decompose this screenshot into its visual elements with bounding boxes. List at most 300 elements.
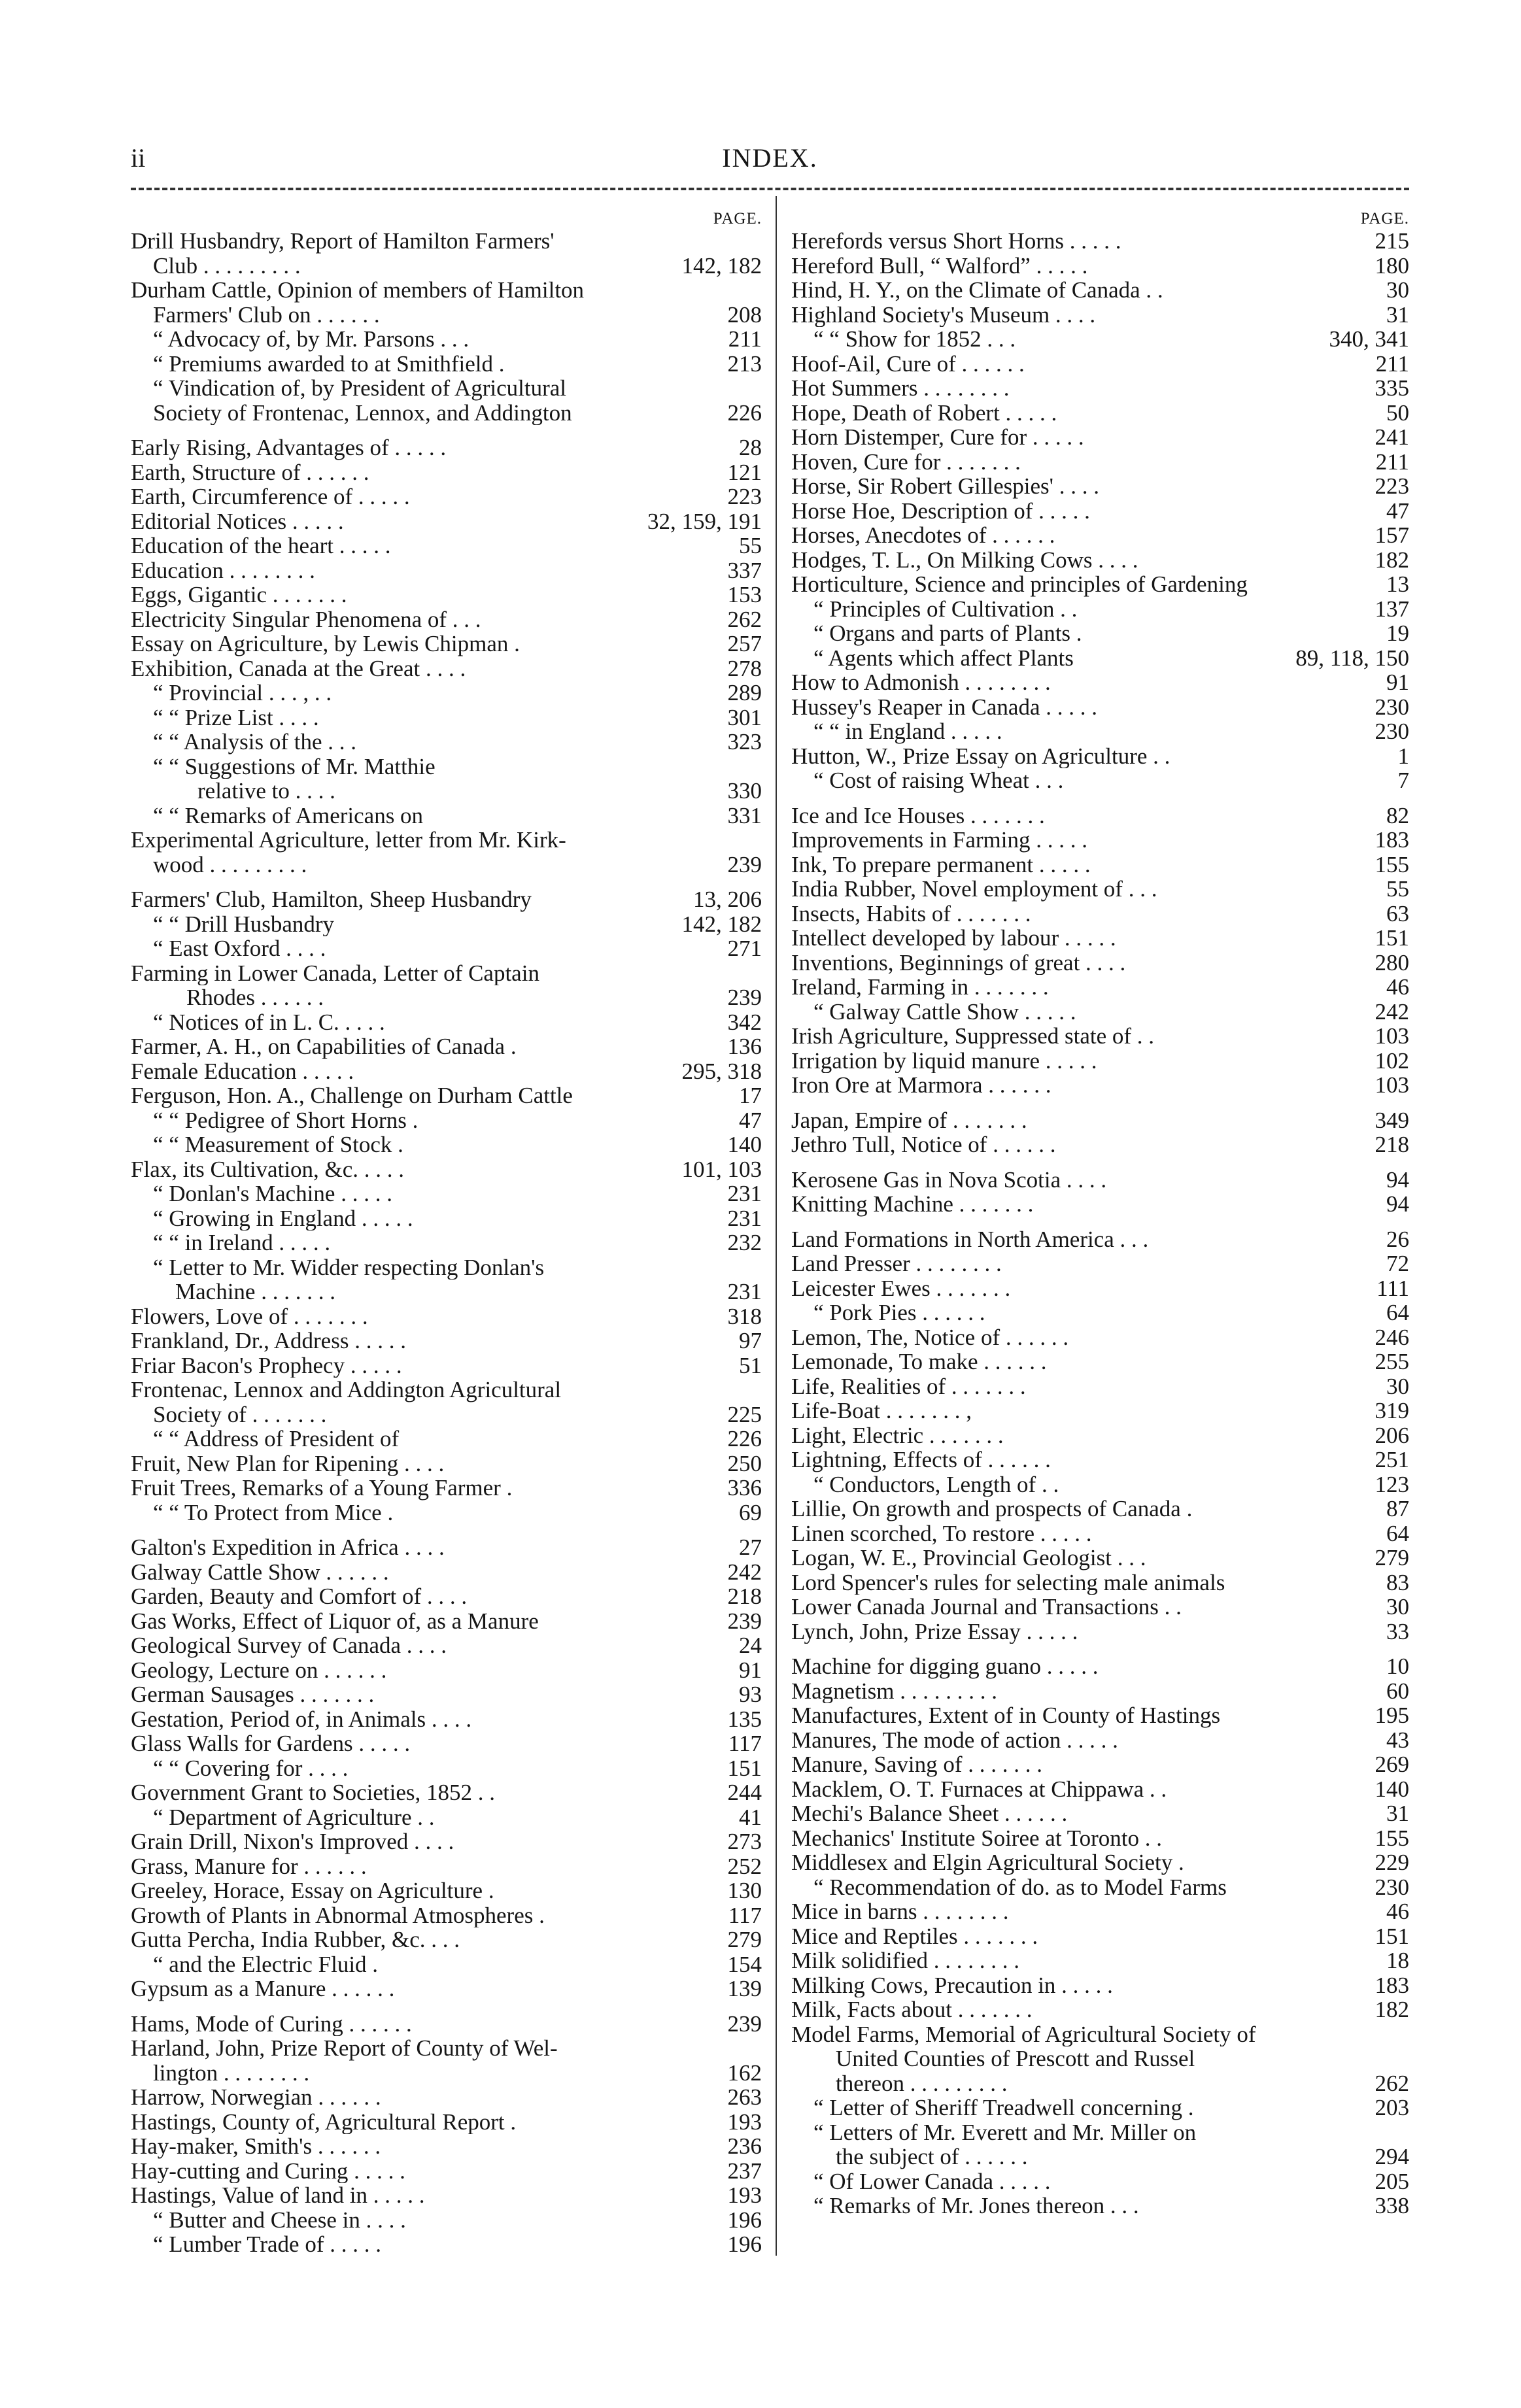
- entry-page: 280: [1370, 951, 1410, 975]
- entry-page: 47: [734, 1108, 762, 1133]
- entry-page: 232: [723, 1230, 762, 1255]
- entry-text: Hope, Death of Robert . . . . .: [791, 400, 1057, 425]
- entry-page: 18: [1381, 1948, 1409, 1973]
- page-column-label: PAGE.: [713, 210, 762, 228]
- column-divider: [776, 196, 777, 2256]
- entry-page: 289: [723, 681, 762, 705]
- index-entry: [791, 425, 1409, 450]
- entry-text: “ “ Remarks of Americans on: [153, 803, 424, 828]
- entry-page: 193: [723, 2110, 762, 2135]
- entry-text: Horse, Sir Robert Gillespies' . . . .: [791, 474, 1099, 499]
- index-entry: [131, 1535, 762, 1560]
- entry-text: Garden, Beauty and Comfort of . . . .: [131, 1584, 468, 1609]
- index-entry: [131, 352, 762, 377]
- index-entry: [131, 1854, 762, 1879]
- index-entry: [791, 1472, 1409, 1497]
- entry-text: Horse Hoe, Description of . . . . .: [791, 498, 1090, 523]
- entry-text: “ “ Pedigree of Short Horns .: [153, 1108, 419, 1132]
- entry-page: 43: [1381, 1728, 1409, 1753]
- entry-page: 340, 341: [1324, 327, 1410, 352]
- entry-page: 51: [734, 1353, 762, 1378]
- entry-text: Logan, W. E., Provincial Geologist . . .: [791, 1546, 1146, 1570]
- index-entry: [131, 1353, 762, 1378]
- entry-page: 140: [1370, 1777, 1410, 1802]
- entry-page: 97: [734, 1329, 762, 1353]
- entry-text: Harrow, Norwegian . . . . . .: [131, 2085, 381, 2110]
- index-column-right: [791, 209, 1409, 2218]
- entry-page: 63: [1381, 902, 1409, 926]
- entry-page: 30: [1381, 278, 1409, 303]
- entry-text: Ink, To prepare permanent . . . . .: [791, 852, 1091, 877]
- index-entry: [791, 1192, 1409, 1217]
- index-entry: [791, 1801, 1409, 1826]
- entry-text: Highland Society's Museum . . . .: [791, 302, 1096, 327]
- entry-page: 33: [1381, 1619, 1409, 1644]
- index-entry: [131, 534, 762, 558]
- entry-text: Ferguson, Hon. A., Challenge on Durham Cattle: [131, 1083, 573, 1108]
- entry-text: “ Galway Cattle Show . . . . .: [813, 999, 1076, 1024]
- entry-page: 27: [734, 1535, 762, 1560]
- entry-page: 83: [1381, 1570, 1409, 1595]
- index-entry: [791, 828, 1409, 853]
- entry-page: 102: [1370, 1049, 1410, 1074]
- index-entry: [791, 450, 1409, 475]
- entry-page: 82: [1381, 804, 1409, 828]
- entry-page: 273: [723, 1829, 762, 1854]
- entry-text: Intellect developed by labour . . . . .: [791, 926, 1116, 951]
- entry-text: Land Formations in North America . . .: [791, 1227, 1149, 1251]
- entry-text: Lemon, The, Notice of . . . . . .: [791, 1325, 1069, 1349]
- entry-text: Drill Husbandry, Report of Hamilton Farmers': [131, 229, 555, 254]
- entry-page: 64: [1381, 1521, 1409, 1546]
- entry-page: 28: [734, 435, 762, 460]
- entry-page: 47: [1381, 499, 1409, 524]
- entry-text: “ Cost of raising Wheat . . .: [813, 768, 1064, 793]
- index-entry: [131, 656, 762, 681]
- index-entry: [791, 1108, 1409, 1133]
- entry-page: 335: [1370, 376, 1410, 401]
- index-entry: [131, 1976, 762, 2001]
- entry-text: Lightning, Effects of . . . . . .: [791, 1448, 1051, 1472]
- entry-text: “ Principles of Cultivation . .: [813, 596, 1078, 621]
- index-entry: [131, 2061, 762, 2086]
- entry-page: 24: [734, 1633, 762, 1658]
- index-entry: [131, 1181, 762, 1206]
- entry-page: 239: [723, 1609, 762, 1634]
- header-rule: [131, 188, 1409, 190]
- entry-list: [131, 229, 762, 2257]
- entry-text: Hastings, County of, Agricultural Report .: [131, 2109, 517, 2134]
- index-entry: [131, 912, 762, 937]
- entry-page: 229: [1370, 1850, 1410, 1875]
- index-entry: [131, 1756, 762, 1781]
- entry-text: “ “ Drill Husbandry: [153, 911, 335, 936]
- entry-page: 30: [1381, 1595, 1409, 1619]
- index-entry: [791, 1448, 1409, 1472]
- index-entry: [131, 1682, 762, 1707]
- index-entry: [791, 2071, 1409, 2096]
- entry-text: Lynch, John, Prize Essay . . . . .: [791, 1619, 1078, 1644]
- index-entry: [131, 2085, 762, 2110]
- index-entry: [131, 828, 762, 853]
- entry-page: 225: [723, 1402, 762, 1427]
- entry-page: 251: [1370, 1448, 1410, 1472]
- index-entry: [791, 1276, 1409, 1301]
- entry-text: Gypsum as a Manure . . . . . .: [131, 1976, 395, 2001]
- entry-text: Exhibition, Canada at the Great . . . .: [131, 656, 466, 681]
- entry-page: 218: [1370, 1132, 1410, 1157]
- entry-text: Machine . . . . . . .: [175, 1280, 335, 1304]
- index-entry: [131, 779, 762, 804]
- entry-page: 41: [734, 1805, 762, 1830]
- entry-page: 136: [723, 1034, 762, 1059]
- entry-text: Lord Spencer's rules for selecting male animals: [791, 1570, 1225, 1595]
- index-entry: [131, 887, 762, 912]
- entry-page: 196: [723, 2232, 762, 2257]
- index-entry: [791, 597, 1409, 622]
- entry-text: “ Letter of Sheriff Treadwell concerning .: [813, 2095, 1194, 2120]
- entry-text: Hoof-Ail, Cure of . . . . . .: [791, 351, 1025, 376]
- entry-page: 13, 206: [688, 887, 762, 912]
- index-entry: [791, 1073, 1409, 1098]
- index-entry: [131, 1805, 762, 1830]
- entry-text: Hot Summers . . . . . . . .: [791, 376, 1010, 401]
- entry-text: Irrigation by liquid manure . . . . .: [791, 1048, 1097, 1073]
- index-entry: [131, 509, 762, 534]
- entry-page: 239: [723, 985, 762, 1010]
- entry-text: “ Agents which affect Plants: [813, 645, 1074, 670]
- entry-page: 46: [1381, 975, 1409, 1000]
- entry-page: 151: [723, 1756, 762, 1781]
- index-entry: [131, 705, 762, 730]
- index-entry: [131, 401, 762, 426]
- entry-text: Hutton, W., Prize Essay on Agriculture . .: [791, 743, 1171, 768]
- entry-page: 32, 159, 191: [642, 509, 762, 534]
- entry-page: 342: [723, 1010, 762, 1035]
- entry-page: 155: [1370, 1826, 1410, 1851]
- page-title: INDEX.: [722, 143, 818, 173]
- index-entry: [791, 1497, 1409, 1521]
- entry-text: Essay on Agriculture, by Lewis Chipman .: [131, 632, 520, 656]
- index-entry: [791, 2120, 1409, 2145]
- entry-page: 117: [723, 1903, 762, 1928]
- entry-text: Hind, H. Y., on the Climate of Canada . .: [791, 278, 1163, 303]
- entry-text: “ “ Covering for . . . .: [153, 1755, 349, 1780]
- entry-page: 155: [1370, 853, 1410, 877]
- entry-text: Hams, Mode of Curing . . . . . .: [131, 2011, 412, 2036]
- entry-text: Irish Agriculture, Suppressed state of . .: [791, 1024, 1155, 1049]
- entry-page: 330: [723, 779, 762, 804]
- entry-text: “ Department of Agriculture . .: [153, 1805, 435, 1829]
- entry-page: 139: [723, 1976, 762, 2001]
- entry-text: Fruit Trees, Remarks of a Young Farmer .: [131, 1476, 513, 1501]
- index-entry: [791, 499, 1409, 524]
- entry-page: 338: [1370, 2194, 1410, 2218]
- entry-text: Leicester Ewes . . . . . . .: [791, 1276, 1011, 1300]
- index-entry: [131, 1501, 762, 1525]
- entry-page: 140: [723, 1132, 762, 1157]
- entry-text: Society of Frontenac, Lennox, and Addington: [153, 400, 572, 425]
- entry-text: “ “ in England . . . . .: [813, 719, 1002, 744]
- entry-page: 237: [723, 2159, 762, 2184]
- entry-text: “ Donlan's Machine . . . . .: [153, 1181, 392, 1206]
- index-entry: [791, 2169, 1409, 2194]
- entry-page: 46: [1381, 1899, 1409, 1924]
- index-entry: [791, 902, 1409, 926]
- index-entry: [131, 1427, 762, 1451]
- entry-text: Earth, Circumference of . . . . .: [131, 484, 410, 509]
- entry-page: 182: [1370, 548, 1410, 573]
- entry-page: 142, 182: [677, 912, 762, 937]
- entry-page: 241: [1370, 425, 1410, 450]
- index-entry: [791, 744, 1409, 769]
- index-entry: [131, 229, 762, 254]
- index-entry: [791, 1654, 1409, 1679]
- index-entry: [791, 523, 1409, 548]
- entry-page: 17: [734, 1083, 762, 1108]
- entry-page: 50: [1381, 401, 1409, 426]
- index-entry: [131, 2110, 762, 2135]
- entry-text: Knitting Machine . . . . . . .: [791, 1192, 1034, 1217]
- index-entry: [131, 1780, 762, 1805]
- index-entry: [791, 1546, 1409, 1570]
- index-entry: [131, 1952, 762, 1977]
- entry-text: “ “ Prize List . . . .: [153, 705, 319, 730]
- entry-page: 205: [1370, 2169, 1410, 2194]
- index-entry: [791, 327, 1409, 352]
- entry-page: 295, 318: [677, 1059, 762, 1084]
- entry-page: 250: [723, 1451, 762, 1476]
- entry-page: 226: [723, 401, 762, 426]
- entry-text: Herefords versus Short Horns . . . . .: [791, 229, 1121, 254]
- index-entry: [131, 1083, 762, 1108]
- index-entry: [791, 853, 1409, 877]
- entry-text: “ “ Address of President of: [153, 1427, 400, 1451]
- entry-page: 279: [1370, 1546, 1410, 1570]
- entry-page: 30: [1381, 1374, 1409, 1399]
- entry-page: 89, 118, 150: [1290, 646, 1409, 671]
- entry-text: “ “ Suggestions of Mr. Matthie: [153, 754, 436, 779]
- entry-list: [791, 229, 1409, 2218]
- entry-page: 206: [1370, 1423, 1410, 1448]
- entry-text: “ “ To Protect from Mice .: [153, 1500, 394, 1525]
- entry-page: 123: [1370, 1472, 1410, 1497]
- entry-text: Lower Canada Journal and Transactions . .: [791, 1595, 1182, 1619]
- index-entry: [791, 376, 1409, 401]
- index-entry: [131, 1034, 762, 1059]
- index-entry: [131, 376, 762, 401]
- index-entry: [131, 2232, 762, 2257]
- entry-page: 111: [1371, 1276, 1409, 1301]
- entry-page: 231: [723, 1280, 762, 1304]
- index-entry: [131, 1378, 762, 1402]
- index-entry: [131, 435, 762, 460]
- entry-page: 262: [723, 607, 762, 632]
- index-entry: [131, 1280, 762, 1304]
- entry-page: 137: [1370, 597, 1410, 622]
- entry-page: 117: [723, 1731, 762, 1756]
- index-entry: [131, 1633, 762, 1658]
- entry-text: Middlesex and Elgin Agricultural Society .: [791, 1850, 1184, 1875]
- index-entry: [131, 1731, 762, 1756]
- index-entry: [791, 303, 1409, 328]
- entry-page: 211: [723, 327, 762, 352]
- entry-text: “ “ Measurement of Stock .: [153, 1132, 403, 1157]
- index-entry: [131, 985, 762, 1010]
- entry-page: 211: [1371, 450, 1409, 475]
- index-entry: [791, 951, 1409, 975]
- index-entry: [791, 1132, 1409, 1157]
- index-entry: [791, 1973, 1409, 1998]
- entry-page: 349: [1370, 1108, 1410, 1133]
- index-entry: [791, 1948, 1409, 1973]
- entry-text: Education of the heart . . . . .: [131, 534, 391, 558]
- entry-text: Government Grant to Societies, 1852 . .: [131, 1780, 495, 1805]
- entry-text: Harland, John, Prize Report of County of Wel-: [131, 2036, 558, 2061]
- index-entry: [131, 1927, 762, 1952]
- entry-page: 231: [723, 1181, 762, 1206]
- entry-text: “ Premiums awarded to at Smithfield .: [153, 351, 505, 376]
- entry-page: 230: [1370, 695, 1410, 720]
- entry-text: Growth of Plants in Abnormal Atmospheres .: [131, 1903, 545, 1927]
- index-entry: [131, 1476, 762, 1501]
- entry-text: Early Rising, Advantages of . . . . .: [131, 435, 447, 460]
- entry-page: 103: [1370, 1024, 1410, 1049]
- index-entry: [791, 254, 1409, 279]
- entry-text: Hussey's Reaper in Canada . . . . .: [791, 694, 1098, 719]
- entry-text: Geological Survey of Canada . . . .: [131, 1633, 447, 1658]
- index-entry: [131, 2208, 762, 2233]
- entry-text: “ Remarks of Mr. Jones thereon . . .: [813, 2194, 1139, 2218]
- entry-page: 279: [723, 1927, 762, 1952]
- entry-text: “ Butter and Cheese in . . . .: [153, 2207, 406, 2232]
- index-entry: [131, 607, 762, 632]
- index-entry: [131, 1108, 762, 1133]
- entry-page: 269: [1370, 1752, 1410, 1777]
- entry-text: Frontenac, Lennox and Addington Agricultural: [131, 1378, 562, 1402]
- index-entry: [131, 1451, 762, 1476]
- entry-page: 60: [1381, 1679, 1409, 1704]
- index-entry: [131, 303, 762, 328]
- entry-text: Gutta Percha, India Rubber, &c. . . .: [131, 1927, 460, 1952]
- entry-text: Experimental Agriculture, letter from Mr. Kirk-: [131, 828, 566, 853]
- index-entry: [791, 1997, 1409, 2022]
- index-entry: [131, 1304, 762, 1329]
- entry-text: Life, Realities of . . . . . . .: [791, 1374, 1026, 1399]
- index-entry: [791, 926, 1409, 951]
- entry-text: Education . . . . . . . .: [131, 558, 315, 583]
- entry-page: 257: [723, 632, 762, 656]
- entry-page: 64: [1381, 1300, 1409, 1325]
- entry-page: 1: [1393, 744, 1410, 769]
- index-entry: [791, 646, 1409, 671]
- entry-text: Electricity Singular Phenomena of . . .: [131, 607, 481, 632]
- entry-text: “ “ in Ireland . . . . .: [153, 1230, 331, 1255]
- entry-page: 91: [734, 1658, 762, 1683]
- entry-page: 226: [723, 1427, 762, 1451]
- index-entry: [791, 474, 1409, 499]
- entry-text: “ Letter to Mr. Widder respecting Donlan's: [153, 1255, 545, 1280]
- page-column-label: PAGE.: [1360, 210, 1409, 228]
- entry-page: 244: [723, 1780, 762, 1805]
- entry-text: Magnetism . . . . . . . . .: [791, 1678, 997, 1703]
- entry-text: “ Pork Pies . . . . . .: [813, 1300, 985, 1325]
- index-entry: [791, 572, 1409, 597]
- index-entry: [791, 1679, 1409, 1704]
- entry-text: Friar Bacon's Prophecy . . . . .: [131, 1353, 402, 1378]
- entry-page: 242: [1370, 1000, 1410, 1025]
- index-entry: [791, 1703, 1409, 1728]
- entry-text: “ Vindication of, by President of Agricultural: [153, 376, 566, 401]
- index-entry: [791, 1875, 1409, 1900]
- entry-text: Geology, Lecture on . . . . . .: [131, 1657, 387, 1682]
- entry-page: 91: [1381, 670, 1409, 695]
- entry-page: 318: [723, 1304, 762, 1329]
- entry-text: “ Recommendation of do. as to Model Farms: [813, 1874, 1227, 1899]
- entry-page: 154: [723, 1952, 762, 1977]
- entry-text: Hodges, T. L., On Milking Cows . . . .: [791, 547, 1138, 572]
- index-entry: [791, 695, 1409, 720]
- index-entry: [791, 2194, 1409, 2218]
- index-entry: [131, 583, 762, 607]
- index-entry: [791, 768, 1409, 793]
- index-entry: [131, 558, 762, 583]
- index-entry: [131, 1829, 762, 1854]
- entry-text: Farmers' Club on . . . . . .: [153, 302, 380, 327]
- entry-text: Gestation, Period of, in Animals . . . .: [131, 1706, 472, 1731]
- entry-text: Eggs, Gigantic . . . . . . .: [131, 583, 347, 607]
- entry-page: 10: [1381, 1654, 1409, 1679]
- entry-page: 142, 182: [677, 254, 762, 279]
- index-entry: [791, 1399, 1409, 1423]
- entry-page: 223: [723, 484, 762, 509]
- index-entry: [131, 1402, 762, 1427]
- entry-page: 182: [1370, 1997, 1410, 2022]
- entry-page: 7: [1393, 768, 1410, 793]
- entry-text: Galway Cattle Show . . . . . .: [131, 1559, 389, 1584]
- index-entry: [791, 2095, 1409, 2120]
- entry-text: “ and the Electric Fluid .: [153, 1952, 379, 1976]
- index-column-left: [131, 209, 762, 2257]
- entry-text: Machine for digging guano . . . . .: [791, 1654, 1099, 1679]
- index-entry: [791, 1227, 1409, 1252]
- index-entry: [791, 2145, 1409, 2169]
- entry-text: “ Of Lower Canada . . . . .: [813, 2169, 1051, 2194]
- index-entry: [131, 804, 762, 828]
- entry-text: Female Education . . . . .: [131, 1059, 354, 1083]
- entry-text: India Rubber, Novel employment of . . .: [791, 877, 1157, 902]
- page-header: [131, 143, 1409, 182]
- entry-text: Macklem, O. T. Furnaces at Chippawa . .: [791, 1776, 1167, 1801]
- index-entry: [131, 1707, 762, 1732]
- index-entry: [791, 1251, 1409, 1276]
- entry-text: “ Notices of in L. C. . . . .: [153, 1009, 385, 1034]
- entry-text: How to Admonish . . . . . . . .: [791, 670, 1051, 695]
- entry-text: Farming in Lower Canada, Letter of Captain: [131, 960, 539, 985]
- entry-text: “ Organs and parts of Plants .: [813, 621, 1082, 646]
- entry-text: Mechi's Balance Sheet . . . . . .: [791, 1801, 1068, 1826]
- index-entry: [131, 1560, 762, 1585]
- entry-page: 26: [1381, 1227, 1409, 1252]
- entry-page: 255: [1370, 1349, 1410, 1374]
- index-entry: [791, 1325, 1409, 1350]
- entry-page: 151: [1370, 926, 1410, 951]
- index-entry: [791, 975, 1409, 1000]
- index-entry: [791, 1570, 1409, 1595]
- entry-text: Horticulture, Science and principles of Gardening: [791, 572, 1248, 597]
- entry-page: 94: [1381, 1168, 1409, 1193]
- index-entry: [131, 1903, 762, 1928]
